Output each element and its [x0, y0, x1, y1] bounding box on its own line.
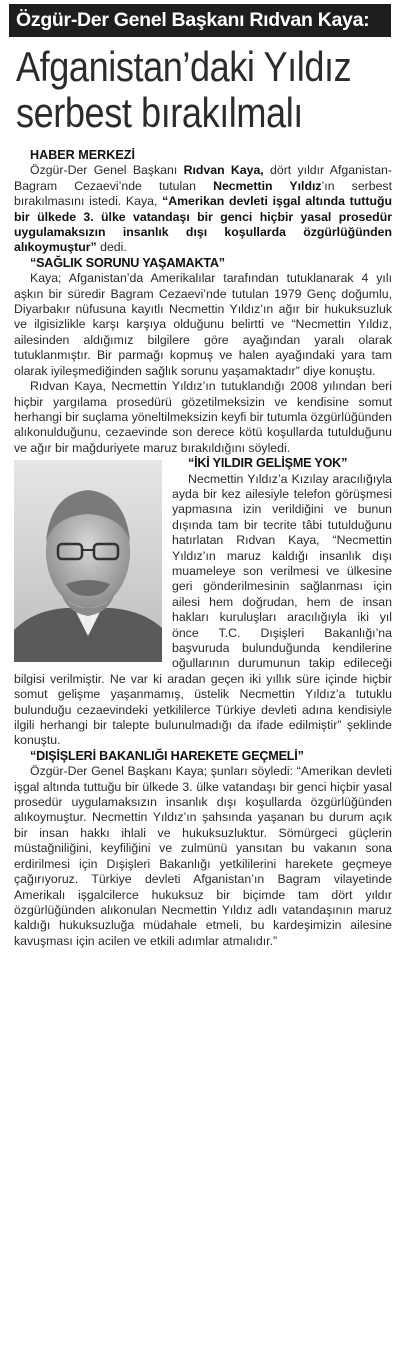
subheading-health: “SAĞLIK SORUNU YAŞAMAKTA”: [30, 255, 225, 270]
kicker-banner: Özgür-Der Genel Başkanı Rıdvan Kaya:: [9, 4, 391, 37]
article-body: [14, 148, 392, 949]
paragraph-1: Özgür-Der Genel Başkanı Rıdvan Kaya, dört yıldır Afganistan-Bagram Cezaevi’nde tutulan Necmettin Yıldız’ın serbest bırakılmasını istedi. Kaya, “Amerikan devleti işgal altında tuttuğu bir ülkede 3. ülke vatandaşı bir genci hiçbir yasal prosedür uygulamaksızın insanlık dışı koşullarda özgürlüğünden alıkoymuştur” dedi.: [14, 163, 392, 255]
portrait-photo: [14, 460, 162, 662]
paragraph-3: Rıdvan Kaya, Necmettin Yıldız’ın tutuklandığı 2008 yılından beri hiçbir yargılama prosedürü gözetilmeksizin ve kendisine somut herhangi bir suçlama yöneltilmeksizin keyfi bir tutumla özgürlüğünden alıkonulduğunu, cezaevinde son derece kötü koşullarda tutulduğunu ve ağır bir mağduriyete maruz bırakıldığını söyledi.: [14, 379, 392, 455]
headline-line-1: Afganistan’daki Yıldız: [16, 43, 352, 90]
subheading-no-progress: “İKİ YILDIR GELİŞME YOK”: [188, 456, 348, 471]
byline: HABER MERKEZİ: [30, 148, 135, 162]
headline: [16, 43, 352, 136]
headline-line-2: serbest bırakılmalı: [16, 89, 303, 136]
paragraph-4: Necmettin Yıldız’a Kızılay aracılığıyla ayda bir kez ailesiyle telefon görüşmesi yapmasına izin verildiğini ve bunun dışında tam bir tecrite tâbi tutulduğunu hatırlatan Rıdvan Kaya, “Necmettin Yıldız’ın maruz kaldığı insanlık dışı muameleye son verilmesi ve ülkesine geri gönderilmesinin sağlanması için ailesi hem doğrudan, hem de insan hakları kuruluşları aracılığıyla iki yıl önce T.C. Dışişleri Bakanlığı’na başvuruda bulunduğunda kendilerine oğullarının durumunun takip edileceği bilgisi verilmiştir. Ne var ki aradan geçen iki yıllık süre içinde hiçbir somut gelişme yaşanmamış, üstelik Necmettin Yıldız’a tutuklu bulunduğu cezaevindeki yetkililerce Türkiye devleti adına kendisiyle ilgili herhangi bir talepte bulunulmadığı da ifade edilmiştir” şeklinde konuştu.: [14, 471, 392, 748]
paragraph-5: Özgür-Der Genel Başkanı Kaya; şunları söyledi: “Amerikan devleti işgal altında tuttuğu bir ülkede 3. ülke vatandaşı bir genci hiçbir yasal prosedür uygulamaksızın insanlık dışı koşullarda özgürlüğünden alıkoymuştur. Necmettin Yıldız’ın şahsında yaşanan bu durum açık bir insan hakkı ihlali ve hukuksuzluktur. Sömürgeci güçlerin müstağniliğini, keyfiliğini ve zulmünü yansıtan bu vakanın sona erdirilmesi için Dışişleri Bakanlığı yetkililerini harekete geçmeye çağırıyoruz. Türkiye devleti Afganistan’ın Bagram vilayetinde Amerikalı işgalcilerce hukuksuz bir biçimde tam dört yıldır özgürlüğünden alıkonulan Necmettin Yıldız adlı vatandaşının maruz kaldığı hukuksuzluğa müdahale etmeli, bu kardeşimizin ailesine kavuşması için acilen ve etkili adımlar atmalıdır.”: [14, 764, 392, 948]
paragraph-2: Kaya; Afganistan’da Amerikalılar tarafından tutuklanarak 4 yılı aşkın bir süredir Bagram Cezaevi’nde tutulan 1979 Genç doğumlu, Diyarbakır nüfusuna kayıtlı Necmettin Yıldız’ın ağır bir hukuksuzluk ve ilgisizlikle karşı karşıya olduğunu belirtti ve “Necmettin Yıldız, ailesinden aldığımız bilgilere göre ayağından yaralı olarak tutuklanmıştır. Bir parmağı kopmuş ve halen ayağındaki yara tam olarak iyileşmediğinden sağlık sorunu yaşamaktadır” diye konuştu.: [14, 271, 392, 378]
subheading-foreign-ministry: “DIŞİŞLERİ BAKANLIĞI HAREKETE GEÇMELİ”: [30, 748, 304, 763]
